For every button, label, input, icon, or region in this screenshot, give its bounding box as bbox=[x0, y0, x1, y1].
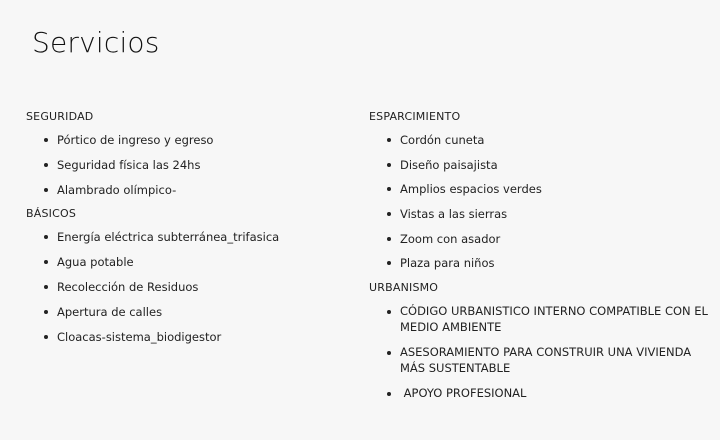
list-item bbox=[26, 183, 346, 197]
bullet-icon bbox=[387, 261, 391, 265]
list-item bbox=[26, 280, 346, 294]
list-item bbox=[369, 232, 714, 246]
section-heading-urbanismo: URBANISMO bbox=[369, 281, 439, 295]
list-item bbox=[369, 304, 714, 335]
list-item-text: CÓDIGO URBANISTICO INTERNO COMPATIBLE CON EL MEDIO AMBIENTE bbox=[400, 304, 708, 334]
bullet-icon bbox=[44, 188, 48, 192]
section-heading-esparcimiento: ESPARCIMIENTO bbox=[369, 110, 461, 123]
section-heading-basicos: BÁSICOS bbox=[26, 207, 77, 221]
left-column bbox=[26, 110, 346, 354]
list-item bbox=[369, 345, 714, 376]
bullet-icon bbox=[387, 212, 391, 216]
page-title: Servicios bbox=[32, 26, 160, 59]
list-item-text: Cordón cuneta bbox=[400, 133, 485, 147]
list-item-text: Agua potable bbox=[57, 255, 134, 270]
bullet-icon bbox=[44, 285, 48, 289]
list-item-text: Pórtico de ingreso y egreso bbox=[57, 133, 214, 147]
bullet-icon bbox=[387, 310, 391, 314]
right-column bbox=[369, 110, 714, 412]
list-item bbox=[369, 133, 714, 147]
esparcimiento-list bbox=[369, 133, 714, 270]
seguridad-list bbox=[26, 133, 346, 197]
bullet-icon bbox=[387, 187, 391, 191]
bullet-icon bbox=[387, 351, 391, 355]
list-item bbox=[26, 305, 346, 319]
list-item bbox=[369, 256, 714, 270]
urbanismo-list bbox=[369, 304, 714, 402]
list-item bbox=[369, 207, 714, 221]
list-item-text: Cloacas-sistema_biodigestor bbox=[57, 329, 222, 344]
bullet-icon bbox=[387, 392, 391, 396]
list-item-text: Diseño paisajista bbox=[400, 157, 498, 172]
list-item bbox=[369, 182, 714, 196]
list-item bbox=[369, 158, 714, 172]
bullet-icon bbox=[44, 235, 48, 239]
bullet-icon bbox=[387, 138, 391, 142]
bullet-icon bbox=[387, 163, 391, 167]
list-item-text: Plaza para niños bbox=[400, 256, 495, 271]
list-item bbox=[26, 158, 346, 172]
bullet-icon bbox=[387, 237, 391, 241]
section-heading-seguridad: SEGURIDAD bbox=[26, 110, 94, 123]
bullet-icon bbox=[44, 310, 48, 314]
list-item-text: Recolección de Residuos bbox=[57, 279, 199, 294]
list-item bbox=[369, 386, 714, 402]
list-item bbox=[26, 230, 346, 244]
list-item bbox=[26, 255, 346, 269]
bullet-icon bbox=[44, 163, 48, 167]
list-item-text: Alambrado olímpico- bbox=[57, 182, 177, 197]
list-item-text: Seguridad física las 24hs bbox=[57, 157, 201, 172]
list-item-text: Apertura de calles bbox=[57, 304, 163, 319]
list-item-text: ASESORAMIENTO PARA CONSTRUIR UNA VIVIENDA MÁS SUSTENTABLE bbox=[400, 345, 692, 375]
list-item-text: Vistas a las sierras bbox=[400, 207, 508, 222]
list-item bbox=[26, 133, 346, 147]
bullet-icon bbox=[44, 335, 48, 339]
list-item-text: Zoom con asador bbox=[400, 231, 501, 246]
bullet-icon bbox=[44, 138, 48, 142]
basicos-list bbox=[26, 230, 346, 343]
list-item-text: Energía eléctrica subterránea_trifasica bbox=[57, 230, 280, 245]
list-item-text: APOYO PROFESIONAL bbox=[400, 386, 527, 401]
bullet-icon bbox=[44, 260, 48, 264]
list-item-text: Amplios espacios verdes bbox=[400, 182, 542, 197]
list-item bbox=[26, 330, 346, 344]
